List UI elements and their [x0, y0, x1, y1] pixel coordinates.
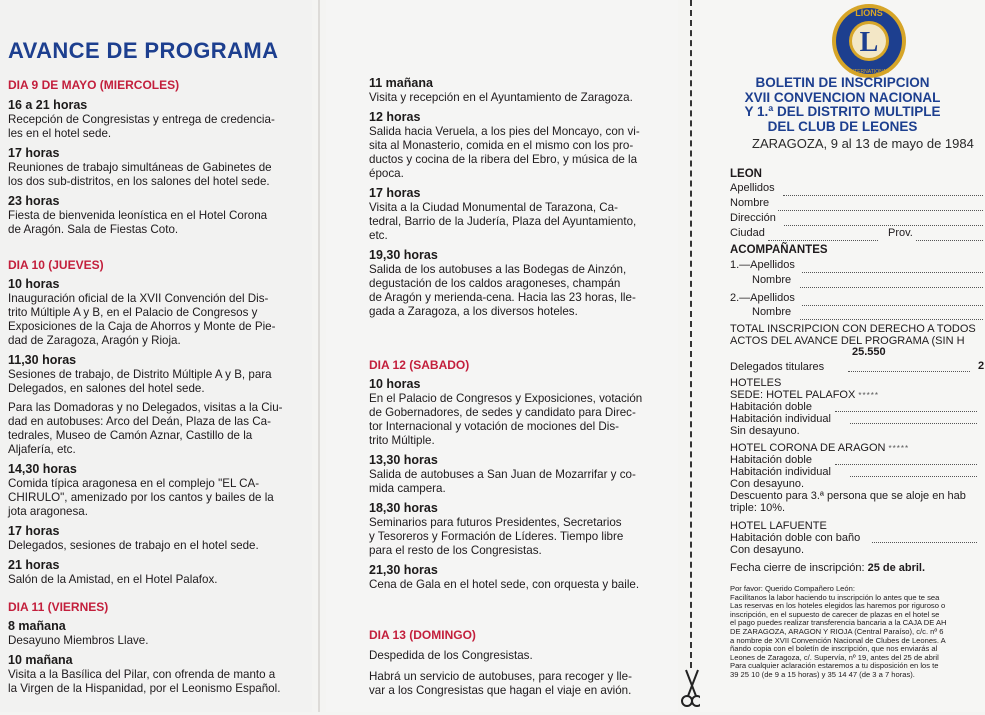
- acompanantes-heading: ACOMPAÑANTES: [730, 244, 828, 256]
- event-desc: Salida de autobuses a San Juan de Mozarrifar y co- mida campera.: [369, 468, 636, 495]
- prov-label: Prov.: [888, 227, 913, 239]
- registration-form: [700, 0, 985, 712]
- event-desc: Salida hacia Veruela, a los pies del Moncayo, con vi- sita al Monasterio, comida en el mismo con los pro- ductos y cocina de la ribera del Ebro, y música de la época.: [369, 125, 640, 180]
- event-dates: ZARAGOZA, 9 al 13 de mayo de 1984: [752, 136, 974, 151]
- event-desc: Salida de los autobuses a las Bodegas de Ainzón, degustación de los caldos aragoneses, champán de Aragón y merienda-cena. Hacia las 23 horas, lle- gada a Zaragoza, a los diversos hoteles.: [369, 263, 636, 318]
- hoteles-heading: HOTELES: [730, 377, 782, 389]
- day11-section: [8, 600, 308, 701]
- sede-hotel: SEDE: HOTEL PALAFOX *****: [730, 389, 879, 401]
- event-desc: Reuniones de trabajo simultáneas de Gabinetes de los dos sub-distritos, en los salones del hotel sede.: [8, 161, 272, 188]
- event-desc: Delegados, sesiones de trabajo en el hotel sede.: [8, 539, 259, 552]
- day10-section: [8, 258, 308, 592]
- con-desayuno: Con desayuno.: [730, 478, 804, 490]
- hab-ind-label: Habitación individual: [730, 413, 831, 425]
- program-column-middle: [326, 0, 678, 712]
- event-desc: Cena de Gala en el hotel sede, con orquesta y baile.: [369, 578, 640, 591]
- lafuente-hab-field[interactable]: [872, 542, 977, 543]
- hab-doble-label: Habitación doble: [730, 401, 812, 413]
- event-time: 21,30 horas: [369, 563, 438, 577]
- acomp1-apellidos-field[interactable]: [802, 272, 983, 273]
- event-time: 11 mañana: [369, 76, 433, 90]
- apellidos-field[interactable]: [783, 195, 983, 196]
- event-time: 23 horas: [8, 194, 60, 208]
- day11-continued: [369, 74, 669, 324]
- event-time: 13,30 horas: [369, 453, 438, 467]
- event-time: 18,30 horas: [369, 501, 438, 515]
- event-time: 10 horas: [8, 277, 60, 291]
- event-desc: En el Palacio de Congresos y Exposiciones, votación de Gobernadores, de sedes y candidato para Direc- tor Internacional y votación de mociones del Dis- trito Múltiple.: [369, 392, 643, 447]
- event-time: 8 mañana: [8, 619, 66, 633]
- event-desc: Recepción de Congresistas y entrega de credencia- les en el hotel sede.: [8, 113, 275, 140]
- cut-line: [690, 0, 692, 668]
- corona-hab-doble-label: Habitación doble: [730, 454, 812, 466]
- event-desc: Visita a la Ciudad Monumental de Tarazona, Ca- tedral, Barrio de la Judería, Plaza del Ayuntamiento, etc.: [369, 201, 637, 242]
- event-time: 17 horas: [8, 524, 60, 538]
- acomp2-apellidos-field[interactable]: [802, 305, 983, 306]
- event-time: 10 mañana: [8, 653, 73, 667]
- day13-section: [369, 628, 669, 703]
- form-title: BOLETIN DE INSCRIPCION XVII CONVENCION NACIONAL Y 1.ª DEL DISTRITO MULTIPLE DEL CLUB DE LEONES: [744, 75, 941, 134]
- event-desc: Despedida de los Congresistas.: [369, 649, 533, 662]
- nombre-field[interactable]: [778, 210, 983, 211]
- con-desayuno-2: Con desayuno.: [730, 544, 804, 556]
- notes-block: Por favor: Querido Compañero León: Facilítanos la labor haciendo tu inscripción lo antes que te sea Las reservas en los hoteles elegidos las haremos por riguroso o inscripción, en el supuesto de carecer de plazas en el hotel se el pago puedes realizar transferencia bancaria a la CAJA DE AH DE ZARAGOZA, ARAGON Y RIOJA (Central Paraíso), c/c. nº 6 a nombre de XVII Convención Nacional de Clubes de Leones. A ñando copia con el boletín de inscripción, que nos enviarás al Leones de Zaragoza, c/. Supervía, nº 19, antes del 25 de abril Para cualquier aclaración estaremos a tu disposición en los te 39 25 10 (de 9 a 15 horas) y 35 14 47 (de 3 a 7 horas).: [730, 584, 947, 679]
- prov-field[interactable]: [916, 240, 983, 241]
- fold-line: [318, 0, 320, 712]
- acomp1-apellidos-label: 1.—Apellidos: [730, 259, 795, 271]
- day12-section: [369, 358, 669, 597]
- event-time: 10 horas: [369, 377, 421, 391]
- event-desc: Visita y recepción en el Ayuntamiento de Zaragoza.: [369, 91, 633, 104]
- direccion-field[interactable]: [784, 225, 983, 226]
- total-price: 25.550: [852, 346, 886, 358]
- event-desc: Fiesta de bienvenida leonística en el Hotel Corona de Aragón. Sala de Fiestas Coto.: [8, 209, 268, 236]
- corona-hab-ind-field[interactable]: [850, 476, 977, 477]
- acomp1-nombre-label: Nombre: [752, 274, 792, 286]
- day-heading: DIA 13 (DOMINGO): [369, 628, 476, 642]
- event-time: 17 horas: [369, 186, 421, 200]
- program-title: AVANCE DE PROGRAMA: [8, 38, 279, 63]
- event-desc: Habrá un servicio de autobuses, para recoger y lle- var a los Congresistas que hagan el viaje en avión.: [369, 670, 632, 697]
- acomp2-apellidos-label: 2.—Apellidos: [730, 292, 795, 304]
- day-heading: DIA 12 (SABADO): [369, 358, 470, 372]
- day9-section: [8, 78, 308, 242]
- descuento-text: Descuento para 3.ª persona que se aloje en hab triple: 10%.: [730, 490, 966, 514]
- lafuente-hab-label: Habitación doble con baño: [730, 532, 861, 544]
- event-time: 17 horas: [8, 146, 60, 160]
- event-desc: Para las Domadoras y no Delegados, visitas a la Ciu- dad en autobuses: Arco del Deán, Plaza de las Ca- tedrales, Museo de Camón Aznar, Castillo de la Aljafería, etc.: [8, 401, 283, 456]
- fecha-cierre-date: 25 de abril.: [867, 562, 926, 574]
- fecha-cierre: Fecha cierre de inscripción: 25 de abril.: [730, 562, 926, 574]
- delegados-label: Delegados titulares: [730, 361, 825, 373]
- leon-heading: LEON: [730, 168, 762, 180]
- event-desc: Comida típica aragonesa en el complejo "EL CA- CHIRULO", amenizado por los cantos y bailes de la jota aragonesa.: [8, 477, 274, 518]
- ciudad-field[interactable]: [768, 240, 878, 241]
- event-time: 12 horas: [369, 110, 421, 124]
- acomp1-nombre-field[interactable]: [800, 287, 983, 288]
- logo-bottom-text: INTERNATIONAL: [849, 69, 889, 75]
- event-desc: Inauguración oficial de la XVII Convención del Dis- trito Múltiple A y B, en el Palacio de Congresos y Exposiciones de la Caja de Ahorros y Monte de Pie- dad de Zaragoza, Aragón y Rioja.: [8, 292, 276, 347]
- corona-hab-ind-label: Habitación individual: [730, 466, 831, 478]
- event-time: 21 horas: [8, 558, 60, 572]
- event-desc: Sesiones de trabajo, de Distrito Múltiple A y B, para Delegados, en salones del hotel sede.: [8, 368, 272, 395]
- event-desc: Seminarios para futuros Presidentes, Secretarios y Tesoreros y Formación de Líderes. Tiempo libre para el resto de los Congresistas.: [369, 516, 624, 557]
- direccion-label: Dirección: [730, 212, 776, 224]
- nombre-label: Nombre: [730, 197, 770, 209]
- day-heading: DIA 10 (JUEVES): [8, 258, 104, 272]
- day-heading: DIA 11 (VIERNES): [8, 600, 109, 614]
- acomp2-nombre-field[interactable]: [800, 319, 983, 320]
- ciudad-label: Ciudad: [730, 227, 765, 239]
- hotel-stars: *****: [858, 391, 879, 400]
- acomp2-nombre-label: Nombre: [752, 306, 792, 318]
- event-time: 16 a 21 horas: [8, 98, 88, 112]
- corona-hab-doble-field[interactable]: [835, 464, 977, 465]
- event-time: 14,30 horas: [8, 462, 77, 476]
- event-desc: Salón de la Amistad, en el Hotel Palafox.: [8, 573, 218, 586]
- event-desc: Visita a la Basílica del Pilar, con ofrenda de manto a la Virgen de la Hispanidad, por el Leonismo Español.: [8, 668, 281, 695]
- lafuente-hotel: HOTEL LAFUENTE: [730, 520, 827, 532]
- day-heading: DIA 9 DE MAYO (MIERCOLES): [8, 78, 180, 92]
- hotel-stars: *****: [888, 444, 910, 453]
- logo-top-text: LIONS: [855, 8, 883, 18]
- apellidos-label: Apellidos: [730, 182, 775, 194]
- corona-hotel: HOTEL CORONA DE ARAGON *****: [730, 442, 910, 454]
- program-column-left: [0, 0, 312, 712]
- total-inscripcion: TOTAL INSCRIPCION CON DERECHO A TODOS ACTOS DEL AVANCE DEL PROGRAMA (SIN H: [730, 323, 976, 347]
- event-time: 11,30 horas: [8, 353, 77, 367]
- hab-doble-field[interactable]: [835, 411, 977, 412]
- sin-desayuno: Sin desayuno.: [730, 425, 800, 437]
- lions-emblem-icon: [830, 2, 908, 80]
- event-time: 19,30 horas: [369, 248, 438, 262]
- delegados-value: 2: [978, 360, 985, 372]
- hab-ind-field[interactable]: [850, 423, 977, 424]
- logo-letter: L: [859, 27, 879, 58]
- delegados-leader: [848, 371, 970, 372]
- event-desc: Desayuno Miembros Llave.: [8, 634, 149, 647]
